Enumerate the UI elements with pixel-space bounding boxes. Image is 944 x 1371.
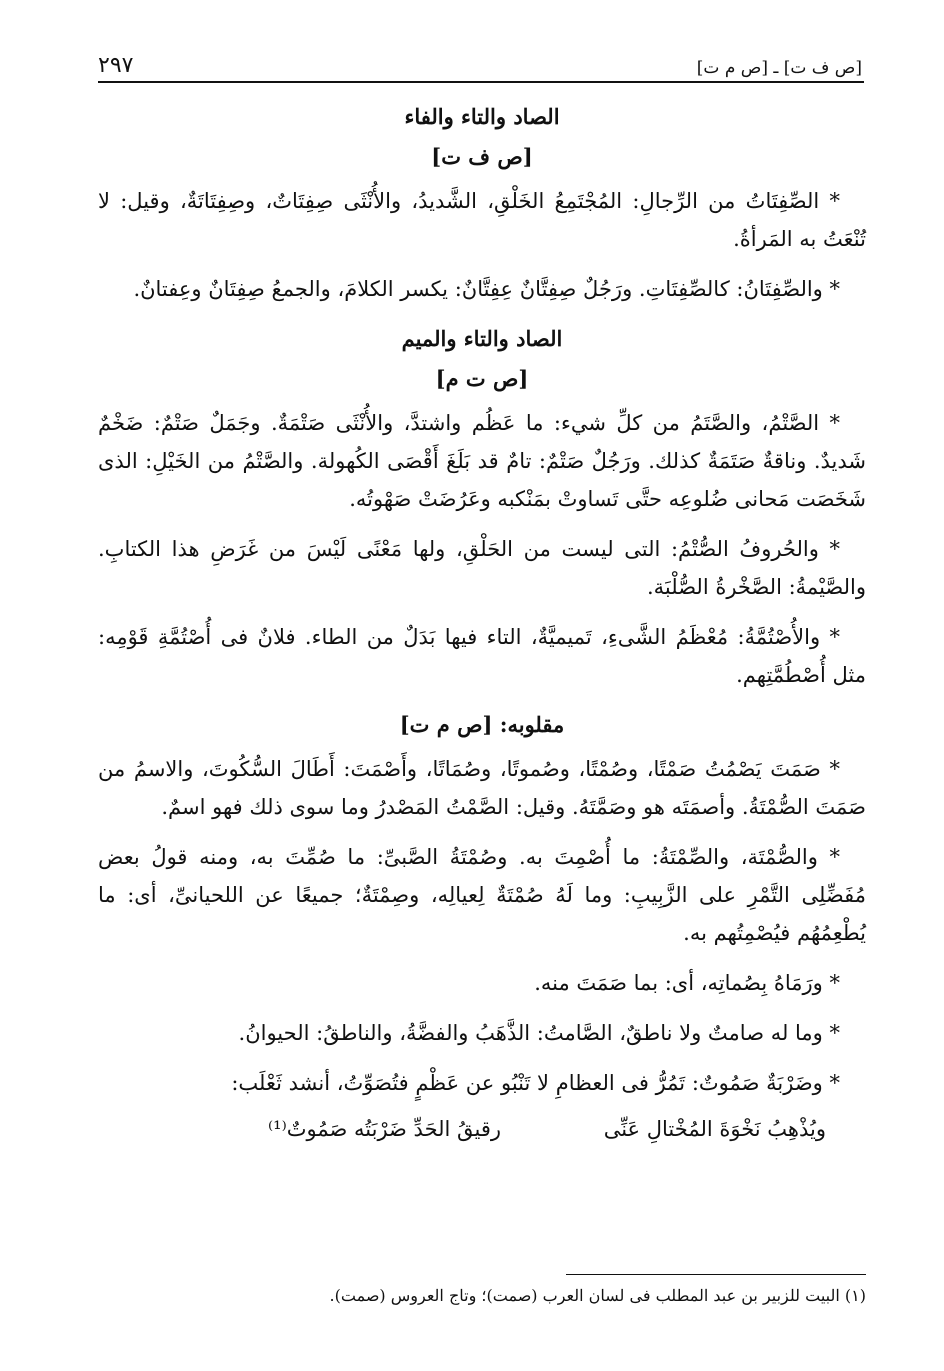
poem-verse [98, 1110, 866, 1148]
paragraph: * صَمَتَ يَصْمُتُ صَمْتًا، وصُمْتًا، وصُموتًا، وصُمَاتًا، وأَصْمَتَ: أَطَالَ السُّكُوتَ، والاسمُ من صَمَتَ الصُّمْتَةُ. وأصمَتَه هو وصَمَّتَهُ. وقيل: الصَّمْتُ المَصْدرُ وما سوى ذلك فهو اسمٌ. [98, 757, 866, 819]
paragraph: * والأُصْتُمَّةُ: مُعْظَمُ الشَّىءِ، تَميميَّةٌ، التاء فيها بَدَلٌ من الطاء. فلانٌ فى أُصْتُمَّةِ قَوْمِه: مثل أُصْطُمَّتِهم. [98, 625, 866, 687]
page-number: ٢٩٧ [98, 53, 134, 78]
paragraph: * الصَّتْمُ، والصَّتَمُ من كلِّ شيء: ما عَظُم واشتدَّ، والأُنْثَى صَتْمَةٌ. وجَمَلٌ صَتْمٌ: ضَخْمٌ شَديدٌ. وناقةٌ صَتَمَةٌ كذلك. ورَجُلٌ صَتْمٌ: تامٌ قد بَلَغَ أَقْصَى الكُهولة. والصَّتْمُ من الخَيْلِ: الذى شَخَصَت مَحانى ضُلوعِه حتَّى تَساوتْ بمَنْكبه وعَرُضَتْ صَهْوتُه. [98, 411, 866, 511]
verse-first-hemistich: ويُذْهِبُ نَخْوَةَ المُخْتالِ عَنِّى [603, 1117, 826, 1141]
header-reference: [ص ف ت] ـ [ص م ت] [696, 58, 862, 78]
paragraph: * والحُروفُ الصُّتْمُ: التى ليست من الحَلْقِ، ولها مَعْنًى لَيْسَ من غَرَضِ هذا الكتابِ. والصَّيْمةُ: الصَّخْرةُ الصُّلْبَة. [98, 537, 866, 599]
paragraph: * ورَمَاهُ بِصُماتِه، أى: بما صَمَتَ منه. [534, 971, 840, 995]
paragraph: * والصِّفِتَانُ: كالصِّفِتَاتِ. ورَجُلٌ صِفِتَّانٌ عِفِتَّانٌ: يكسر الكلامَ، والجمعُ صِفِتَانٌ وعِفتانٌ. [133, 277, 840, 301]
header-rule [98, 81, 864, 83]
paragraph: * والصُّمْتَة، والصِّمْتَةُ: ما أُصْمِتَ به. وصُمْتَةُ الصَّبىِّ: ما صُمِّتَ به، ومنه قولُ بعض مُفَضِّلِى التَّمْرِ على الزَّبِيبِ: وما لَهُ صُمْتَةٌ لِعيالِه، وصِمْتَةٌ؛ جميعًا عن اللحيانىِّ، أى: ما يُطْعِمُهُم فيُصْمِتُهم به. [98, 845, 866, 945]
paragraph: * الصِّفِتَاتُ من الرِّجالِ: المُجْتَمِعُ الخَلْقِ، الشَّديدُ، والأُنْثَى صِفِتَاتٌ، وصِفِتَاتَةٌ، وقيل: لا تُنْعَتُ به المَرأةُ. [98, 189, 866, 251]
section-heading-saad-taa-meem: الصاد والتاء والميم [401, 326, 563, 351]
root-heading-s-t-m: [ص ت م] [435, 366, 529, 391]
paragraph: * وما له صامتٌ ولا ناطقٌ، الصَّامتُ: الذَّهَبُ والفضَّةُ، والناطقُ: الحيوانُ. [238, 1021, 840, 1045]
footnote: (١) البيت للزبير بن عبد المطلب فى لسان العرب (صمت)؛ وتاج العروس (صمت). [329, 1286, 866, 1305]
running-header [98, 38, 862, 78]
page-body [98, 96, 866, 1148]
verse-second-hemistich: رقيقُ الحَدِّ ضَرْبَتُه صَمُوتٌ⁽¹⁾ [268, 1117, 502, 1141]
paragraph: * وضَرْبَةٌ صَمُوتٌ: تَمُرُّ فى العظامِ لا تَنْبُو عن عَظْمٍ فتُصَوِّتُ، أنشد ثَعْلَب: [231, 1071, 840, 1095]
section-heading-saad-taa-faa: الصاد والتاء والفاء [404, 104, 560, 129]
root-heading-s-m-t: مقلوبه: [ص م ت] [399, 712, 565, 737]
footnote-rule [566, 1274, 866, 1275]
root-heading-s-f-t: [ص ف ت] [431, 144, 533, 169]
